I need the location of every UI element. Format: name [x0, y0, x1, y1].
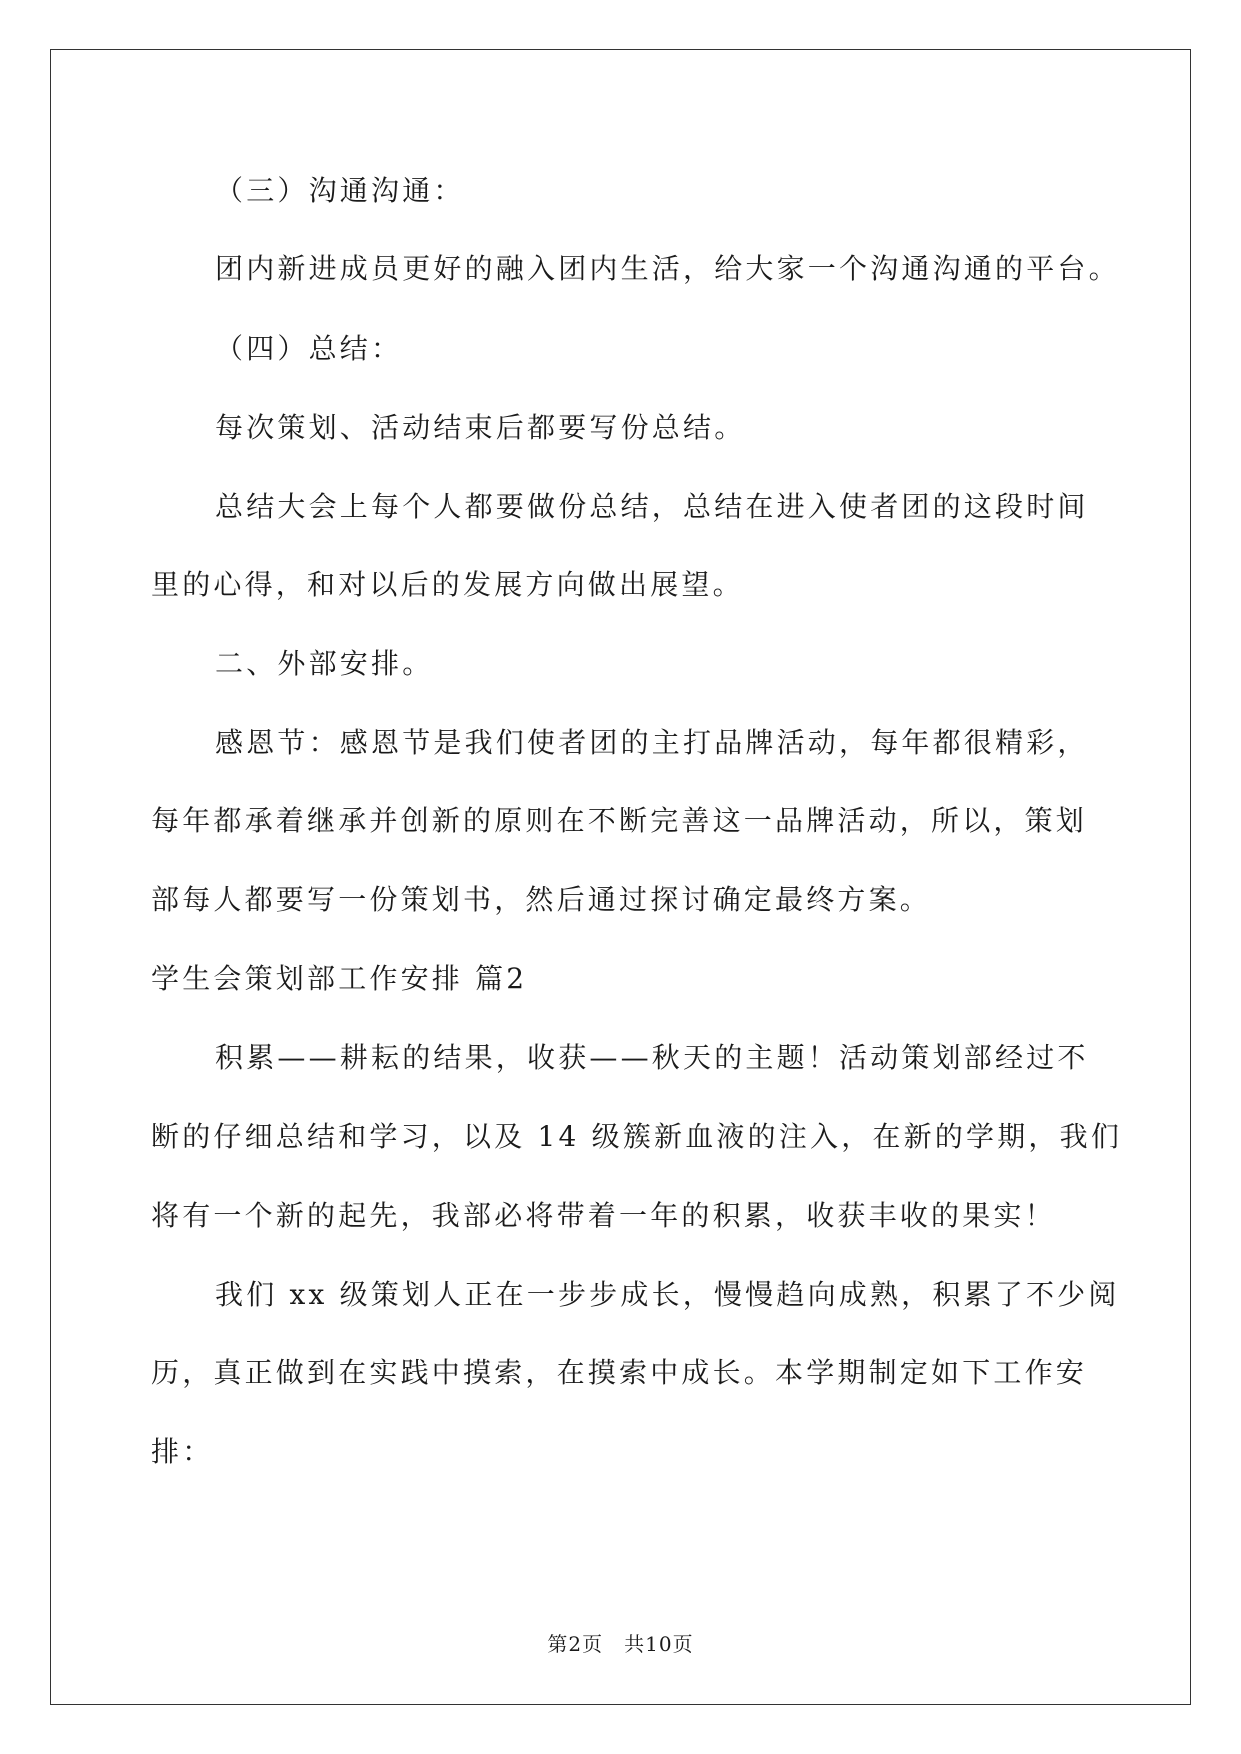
paragraph-line: 积累——耕耘的结果，收获——秋天的主题！活动策划部经过不	[215, 1041, 1089, 1074]
paragraph-line: 每次策划、活动结束后都要写份总结。	[215, 411, 746, 444]
page-number: 第2页 共10页	[547, 1632, 694, 1656]
paragraph-line: 历，真正做到在实践中摸索，在摸索中成长。本学期制定如下工作安	[151, 1356, 1088, 1389]
page-border	[50, 49, 1191, 1705]
section-heading-external: 二、外部安排。	[215, 647, 434, 680]
paragraph-line: 将有一个新的起先，我部必将带着一年的积累，收获丰收的果实！	[151, 1199, 1056, 1232]
paragraph-line: 感恩节：感恩节是我们使者团的主打品牌活动，每年都很精彩，	[215, 726, 1089, 759]
paragraph-line: 断的仔细总结和学习，以及 14 级簇新血液的注入，在新的学期，我们	[151, 1120, 1123, 1153]
subheading-communication: （三）沟通沟通：	[215, 174, 465, 207]
paragraph-line: 里的心得，和对以后的发展方向做出展望。	[151, 568, 744, 601]
paragraph-line: 团内新进成员更好的融入团内生活，给大家一个沟通沟通的平台。	[215, 252, 1120, 285]
paragraph-line: 每年都承着继承并创新的原则在不断完善这一品牌活动，所以，策划	[151, 804, 1088, 837]
paragraph-line: 排：	[151, 1435, 214, 1468]
paragraph-line: 我们 xx 级策划人正在一步步成长，慢慢趋向成熟，积累了不少阅	[215, 1278, 1120, 1311]
article-title: 学生会策划部工作安排 篇2	[151, 962, 528, 995]
paragraph-line: 部每人都要写一份策划书，然后通过探讨确定最终方案。	[151, 883, 932, 916]
subheading-summary: （四）总结：	[215, 332, 403, 365]
paragraph-line: 总结大会上每个人都要做份总结，总结在进入使者团的这段时间	[215, 490, 1089, 523]
